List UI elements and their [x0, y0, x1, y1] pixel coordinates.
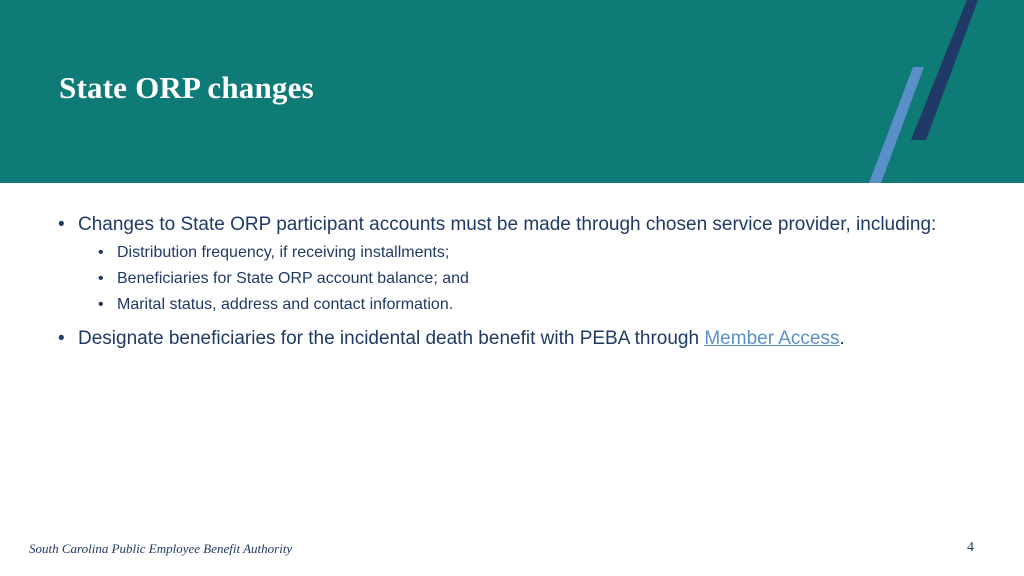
member-access-link[interactable]: Member Access [704, 328, 840, 349]
slide-header [0, 0, 1024, 183]
sub-bullet-marital-status: • Marital status, address and contact information. [56, 292, 996, 318]
sub-bullet-distribution: • Distribution frequency, if receiving installments; [56, 240, 996, 266]
bullet-provider-changes: • Changes to State ORP participant accounts must be made through chosen service provider, including: [56, 212, 996, 238]
slide-title: State ORP changes [59, 70, 314, 105]
page-number: 4 [967, 540, 974, 555]
slide-body [56, 212, 996, 352]
sub-bullet-list [56, 240, 996, 318]
bullet-designate-beneficiaries [56, 326, 996, 352]
light-blue-stripe [869, 67, 924, 183]
decorative-stripes [0, 0, 1024, 183]
bullet2-period: . [839, 328, 845, 349]
sub-bullet-beneficiaries: • Beneficiaries for State ORP account balance; and [56, 266, 996, 292]
bullet2-text: Designate beneficiaries for the incidental death benefit with PEBA through [78, 328, 705, 349]
footer-organization: South Carolina Public Employee Benefit Authority [29, 541, 293, 556]
